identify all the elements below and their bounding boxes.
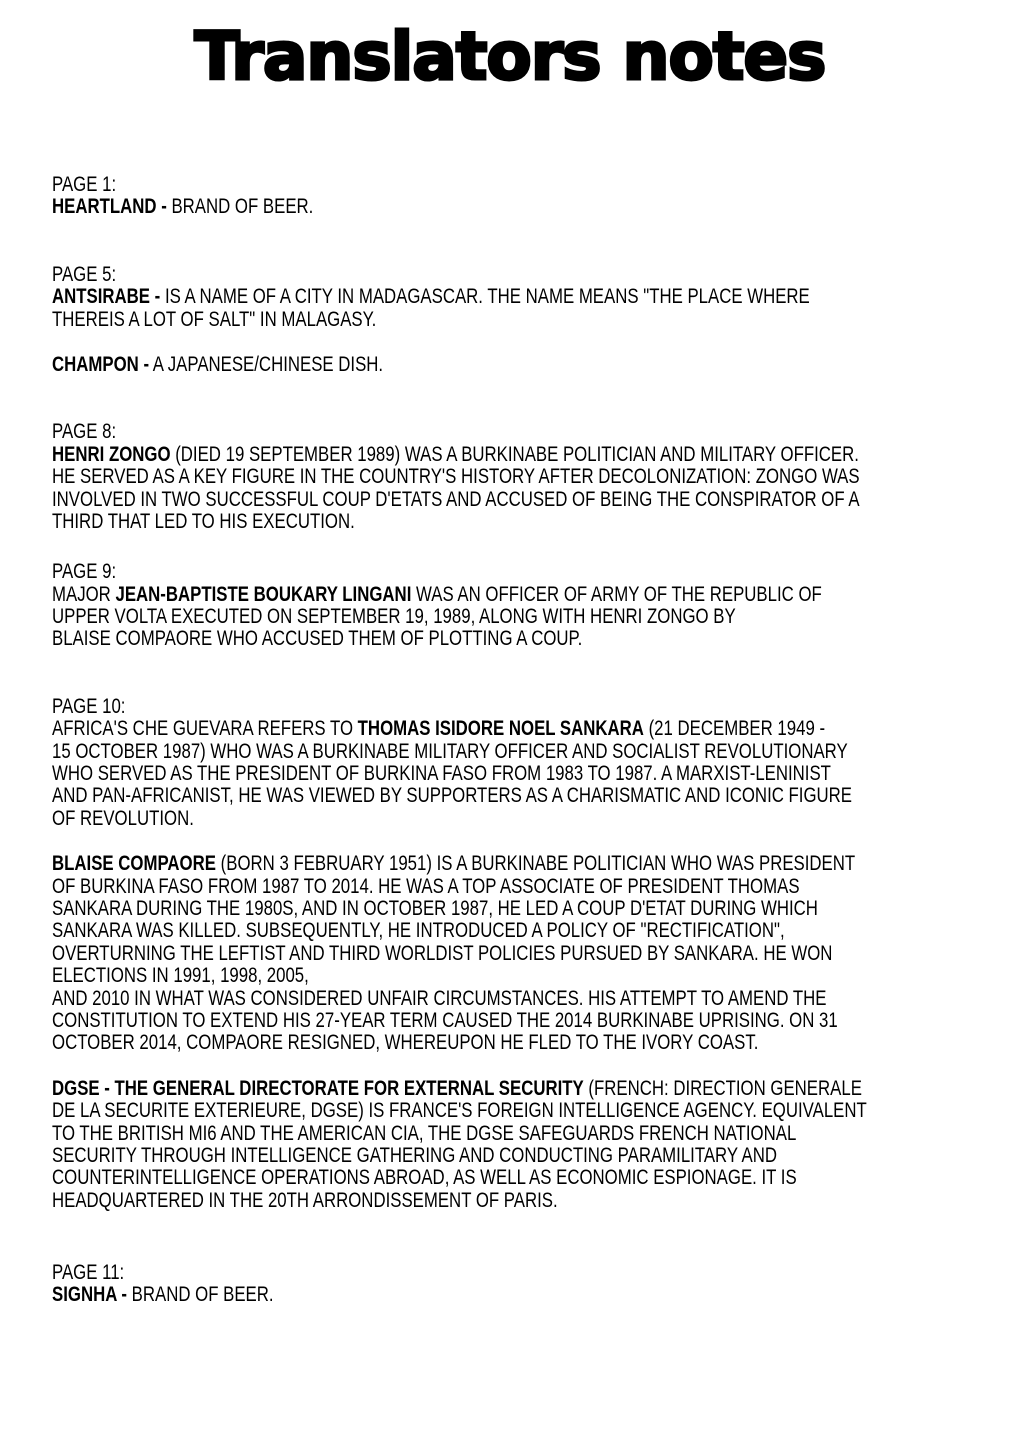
note-line (52, 965, 1020, 987)
note-term: JEAN-BAPTISTE BOUKARY LINGANI (115, 582, 412, 606)
note-text: A JAPANESE/CHINESE DISH. (149, 352, 384, 376)
note-term: HEARTLAND - (52, 195, 167, 219)
note-text: AND PAN-AFRICANIST, HE WAS VIEWED BY SUPPORTERS AS A CHARISMATIC AND ICONIC FIGURE (52, 784, 853, 808)
note-text: AND 2010 IN WHAT WAS CONSIDERED UNFAIR CIRCUMSTANCES. HIS ATTEMPT TO AMEND THE (52, 986, 827, 1010)
note-term: SIGNHA - (52, 1283, 127, 1307)
note-text: IS A NAME OF A CITY IN MADAGASCAR. THE NAME MEANS "THE PLACE WHERE (160, 285, 810, 309)
note-paragraph (52, 354, 1020, 376)
note-text: THEREIS A LOT OF SALT" IN MALAGASY. (52, 307, 377, 331)
note-paragraph (52, 444, 1020, 534)
note-line (52, 1100, 1020, 1122)
note-text: HEADQUARTERED IN THE 20TH ARRONDISSEMENT OF PARIS. (52, 1188, 558, 1212)
note-text: SECURITY THROUGH INTELLIGENCE GATHERING AND CONDUCTING PARAMILITARY AND (52, 1143, 778, 1167)
note-text: (BORN 3 FEBRUARY 1951) IS A BURKINABE POLITICIAN WHO WAS PRESIDENT (215, 852, 856, 876)
note-line (52, 196, 1020, 218)
note-text: CONSTITUTION TO EXTEND HIS 27-YEAR TERM CAUSED THE 2014 BURKINABE UPRISING. ON 31 (52, 1008, 838, 1032)
note-term: THOMAS ISIDORE NOEL SANKARA (357, 717, 644, 741)
notes-section (52, 561, 1020, 651)
note-text: AFRICA'S CHE GUEVARA REFERS TO (52, 717, 358, 741)
notes-section (52, 696, 1020, 1212)
page-label: PAGE 9: (52, 560, 117, 584)
note-text: TO THE BRITISH MI6 AND THE AMERICAN CIA, THE DGSE SAFEGUARDS FRENCH NATIONAL (52, 1121, 797, 1145)
note-text: INVOLVED IN TWO SUCCESSFUL COUP D'ETATS AND ACCUSED OF BEING THE CONSPIRATOR OF A (52, 487, 860, 511)
note-paragraph (52, 1284, 1020, 1306)
note-line (52, 1010, 1020, 1032)
note-line (52, 444, 1020, 466)
note-line (52, 785, 1020, 807)
note-line (52, 1123, 1020, 1145)
note-line (52, 1032, 1020, 1054)
note-term: HENRI ZONGO (52, 442, 171, 466)
note-text: OF BURKINA FASO FROM 1987 TO 2014. HE WAS A TOP ASSOCIATE OF PRESIDENT THOMAS (52, 874, 800, 898)
note-line (52, 763, 1020, 785)
note-text: OF REVOLUTION. (52, 806, 194, 830)
note-line (52, 1167, 1020, 1189)
note-line (52, 309, 1020, 331)
notes-section (52, 264, 1020, 377)
note-line (52, 1284, 1020, 1306)
note-paragraph (52, 196, 1020, 218)
note-text: BLAISE COMPAORE WHO ACCUSED THEM OF PLOTTING A COUP. (52, 627, 583, 651)
note-text: ELECTIONS IN 1991, 1998, 2005, (52, 964, 309, 988)
note-line (52, 286, 1020, 308)
note-text: HE SERVED AS A KEY FIGURE IN THE COUNTRY'S HISTORY AFTER DECOLONIZATION: ZONGO WAS (52, 465, 860, 489)
note-term: BLAISE COMPAORE (52, 852, 216, 876)
note-text: WAS AN OFFICER OF ARMY OF THE REPUBLIC OF (411, 582, 822, 606)
page-label: PAGE 10: (52, 694, 126, 718)
note-text: WHO SERVED AS THE PRESIDENT OF BURKINA FASO FROM 1983 TO 1987. A MARXIST-LENINIST (52, 762, 831, 786)
note-line (52, 808, 1020, 830)
page-label: PAGE 5: (52, 262, 117, 286)
note-line (52, 489, 1020, 511)
note-term: CHAMPON - (52, 352, 150, 376)
note-text: (FRENCH: DIRECTION GENERALE (583, 1076, 862, 1100)
note-text: SANKARA WAS KILLED. SUBSEQUENTLY, HE INTRODUCED A POLICY OF "RECTIFICATION", (52, 919, 785, 943)
page-title: Translators notes (194, 18, 826, 95)
note-paragraph (52, 1078, 1020, 1212)
notes-section (52, 421, 1020, 533)
notes-section (52, 174, 1020, 219)
note-paragraph (52, 584, 1020, 651)
note-text: OCTOBER 2014, COMPAORE RESIGNED, WHEREUPON HE FLED TO THE IVORY COAST. (52, 1031, 759, 1055)
note-text: COUNTERINTELLIGENCE OPERATIONS ABROAD, AS WELL AS ECONOMIC ESPIONAGE. IT IS (52, 1166, 797, 1190)
note-text: SANKARA DURING THE 1980S, AND IN OCTOBER 1987, HE LED A COUP D'ETAT DURING WHICH (52, 896, 818, 920)
page-label: PAGE 8: (52, 420, 117, 444)
note-line (52, 898, 1020, 920)
note-line (52, 628, 1020, 650)
note-line (52, 718, 1020, 740)
note-line (52, 943, 1020, 965)
note-text: 15 OCTOBER 1987) WHO WAS A BURKINABE MILITARY OFFICER AND SOCIALIST REVOLUTIONARY (52, 739, 848, 763)
note-line (52, 1190, 1020, 1212)
note-text: OVERTURNING THE LEFTIST AND THIRD WORLDIST POLICIES PURSUED BY SANKARA. HE WON (52, 941, 833, 965)
note-line (52, 1145, 1020, 1167)
note-line (52, 853, 1020, 875)
page-label: PAGE 11: (52, 1261, 125, 1285)
note-line (52, 988, 1020, 1010)
note-line (52, 584, 1020, 606)
notes-section (52, 1262, 1020, 1307)
note-line (52, 511, 1020, 533)
note-line (52, 741, 1020, 763)
note-line (52, 354, 1020, 376)
note-line (52, 1078, 1020, 1100)
note-paragraph (52, 718, 1020, 830)
note-line (52, 920, 1020, 942)
note-text: (21 DECEMBER 1949 - (643, 717, 826, 741)
note-text: THIRD THAT LED TO HIS EXECUTION. (52, 509, 355, 533)
note-line (52, 466, 1020, 488)
note-line (52, 876, 1020, 898)
note-text: DE LA SECURITE EXTERIEURE, DGSE) IS FRANCE'S FOREIGN INTELLIGENCE AGENCY. EQUIVALENT (52, 1099, 867, 1123)
note-paragraph (52, 853, 1020, 1055)
note-term: DGSE - THE GENERAL DIRECTORATE FOR EXTERNAL SECURITY (52, 1076, 584, 1100)
note-text: BRAND OF BEER. (166, 195, 314, 219)
notes-content (52, 174, 1020, 1307)
note-text: BRAND OF BEER. (126, 1283, 274, 1307)
note-paragraph (52, 286, 1020, 331)
note-text: MAJOR (52, 582, 116, 606)
page-label: PAGE 1: (52, 173, 117, 196)
note-text: (DIED 19 SEPTEMBER 1989) WAS A BURKINABE POLITICIAN AND MILITARY OFFICER. (170, 442, 859, 466)
note-term: ANTSIRABE - (52, 285, 161, 309)
note-text: UPPER VOLTA EXECUTED ON SEPTEMBER 19, 1989, ALONG WITH HENRI ZONGO BY (52, 605, 736, 629)
note-line (52, 606, 1020, 628)
